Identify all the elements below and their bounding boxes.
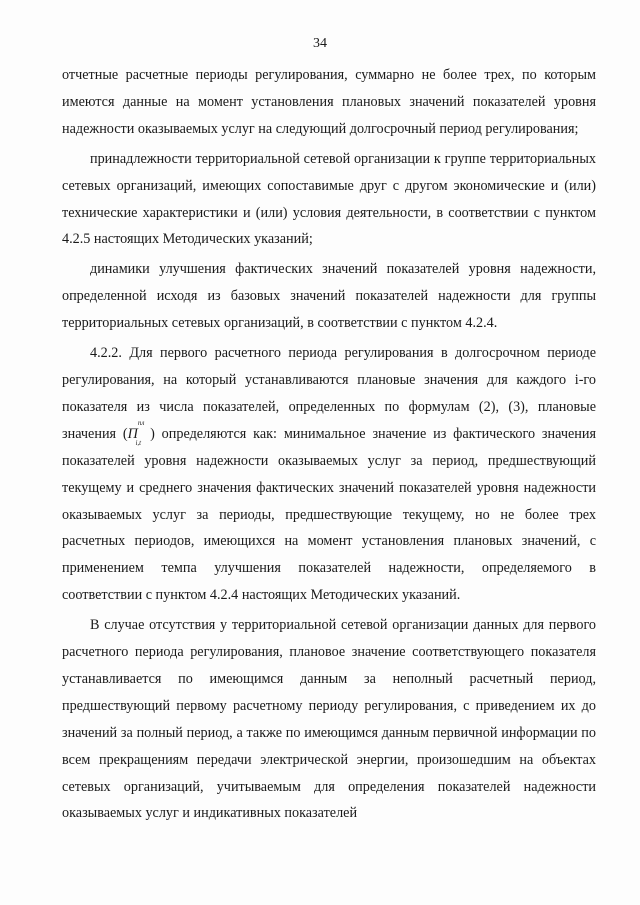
paragraph-3 [62,256,596,337]
formula-subscript: i,t [135,438,142,447]
formula-indices [135,419,150,447]
paragraph-text-after-formula: ) определяются как: минимальное значение из фактического значения показателей уровня надежности оказываемых услуг за период, предшествующий текущему и среднего значения фактических значений показателей уровня надежности оказываемых услуг за периоды, предшествующие текущему, но не более трех расчетных периодов, имеющихся на момент установления плановых значений, с применением темпа улучшения показателей надежности, определяемого в соответствии с пунктом 4.2.4 настоящих Методических указаний. [62,425,597,604]
paragraph-1 [62,62,596,143]
paragraph-text-before-formula: 4.2.2. Для первого расчетного периода регулирования в долгосрочном периоде регулирования, на который устанавливаются плановые значения для каждого i-го показателя из числа показателей, определенных по формулам (2), (3), плановые значения ( [62,345,596,442]
page-number: 34 [313,36,327,51]
paragraph-2 [62,146,596,254]
paragraph-text: отчетные расчетные периоды регулирования, суммарно не более трех, по которым имеются данные на момент установления плановых значений показателей уровня надежности оказываемых услуг на следующий долгосрочный период регулирования; [62,67,596,137]
paragraph-5 [62,612,596,827]
formula-superscript: пл [137,419,145,428]
document-body [62,62,596,827]
paragraph-4 [62,340,596,609]
paragraph-text: принадлежности территориальной сетевой организации к группе территориальных сетевых организаций, имеющих сопоставимые друг с другом экономические и (или) технические характеристики и (или) условия деятельности, в соответствии с пунктом 4.2.5 настоящих Методических указаний; [62,150,596,248]
formula-symbol: П [127,425,138,442]
paragraph-text: динамики улучшения фактических значений показателей уровня надежности, определенной исходя из базовых значений показателей надежности для группы территориальных сетевых организаций, в соответствии с пунктом 4.2.4. [62,261,596,332]
planned-value-formula [127,419,150,447]
paragraph-text: В случае отсутствия у территориальной сетевой организации данных для первого расчетного периода регулирования, плановое значение соответствующего показателя устанавливается по имеющимся данным за неполный расчетный период, предшествующий первому расчетному периоду регулирования, с приведением их до значений за полный период, а также по имеющимся данным первичной информации по всем прекращениям передачи электрической энергии, произошедшим на объектах сетевых организаций, учитываемым для определения показателей надежности оказываемых услуг и индикативных показателей [62,617,596,822]
